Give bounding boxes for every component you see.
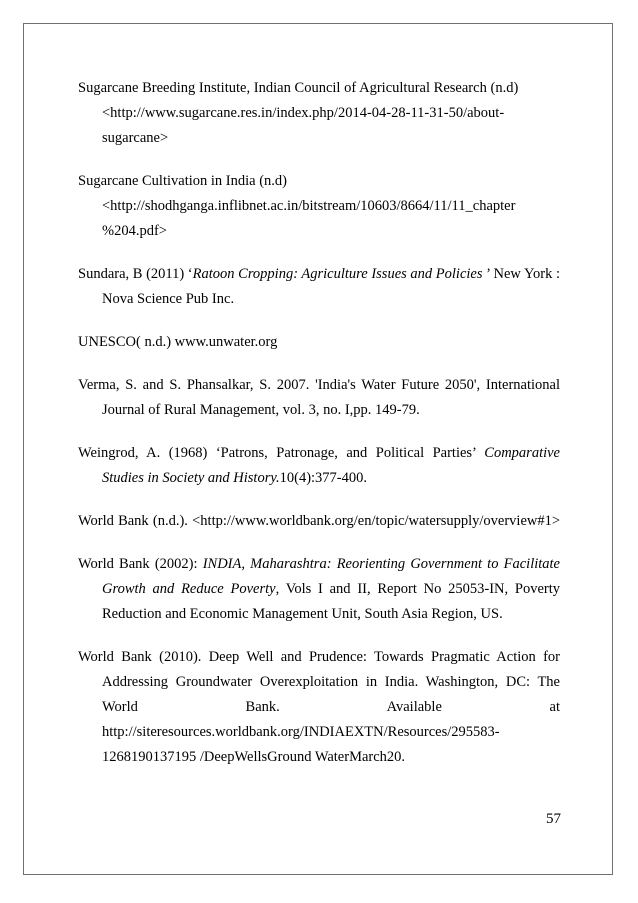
reference-list [78, 76, 560, 788]
reference-url: <http://www.worldbank.org/en/topic/watersupply/overview#1> [192, 513, 561, 529]
reference-text: World [78, 513, 114, 529]
reference-journal: Comparative Studies in Society and History. [102, 445, 560, 486]
reference-text: World Bank (2010). Deep Well and Prudence: Towards Pragmatic Action for Addressing Groundwater Overexploitation in India. Washington, DC: The World Bank. Available at [78, 649, 560, 715]
reference-entry [78, 373, 560, 423]
reference-title: Ratoon Cropping: Agriculture Issues and Policies [192, 266, 483, 282]
reference-text: ’ New York : Nova Science Pub Inc. [102, 266, 560, 307]
reference-text: Bank [118, 513, 149, 529]
reference-title: INDIA, Maharashtra: Reorienting Government to Facilitate Growth and Reduce Poverty [102, 556, 560, 597]
reference-text: Weingrod, A. (1968) ‘Patrons, Patronage, and Political Parties’ [78, 445, 485, 461]
reference-text: (n.d.). [152, 513, 188, 529]
reference-text: Sugarcane Cultivation in India (n.d) [78, 173, 287, 189]
reference-text: UNESCO( n.d.) www.unwater.org [78, 334, 278, 350]
reference-entry [78, 509, 560, 534]
reference-entry [78, 330, 560, 355]
reference-text: Sugarcane Breeding Institute, Indian Council of Agricultural Research (n.d) [78, 80, 519, 96]
reference-text: Sundara, B (2011) ‘ [78, 266, 193, 282]
reference-url: <http://www.sugarcane.res.in/index.php/2014-04-28-11-31-50/about-sugarcane> [102, 105, 505, 146]
reference-entry [78, 441, 560, 491]
reference-text: 10(4):377-400. [279, 470, 367, 486]
reference-url: http://siteresources.worldbank.org/INDIAEXTN/Resources/295583-1268190137195 /DeepWellsGround WaterMarch20. [102, 724, 500, 765]
page-number: 57 [546, 811, 561, 827]
reference-entry [78, 76, 560, 151]
reference-url: <http://shodhganga.inflibnet.ac.in/bitstream/10603/8664/11/11_chapter %204.pdf> [102, 198, 516, 239]
reference-entry [78, 262, 560, 312]
reference-entry [78, 645, 560, 770]
reference-entry [78, 552, 560, 627]
reference-text: World Bank (2002): [78, 556, 203, 572]
reference-text: , Vols I and II, Report No 25053-IN, Poverty Reduction and Economic Management Unit, South Asia Region, US. [102, 581, 560, 622]
reference-text: Verma, S. and S. Phansalkar, S. 2007. 'India's Water Future 2050', International Journal of Rural Management, vol. 3, no. I,pp. 149-79. [78, 377, 560, 418]
reference-entry [78, 169, 560, 244]
